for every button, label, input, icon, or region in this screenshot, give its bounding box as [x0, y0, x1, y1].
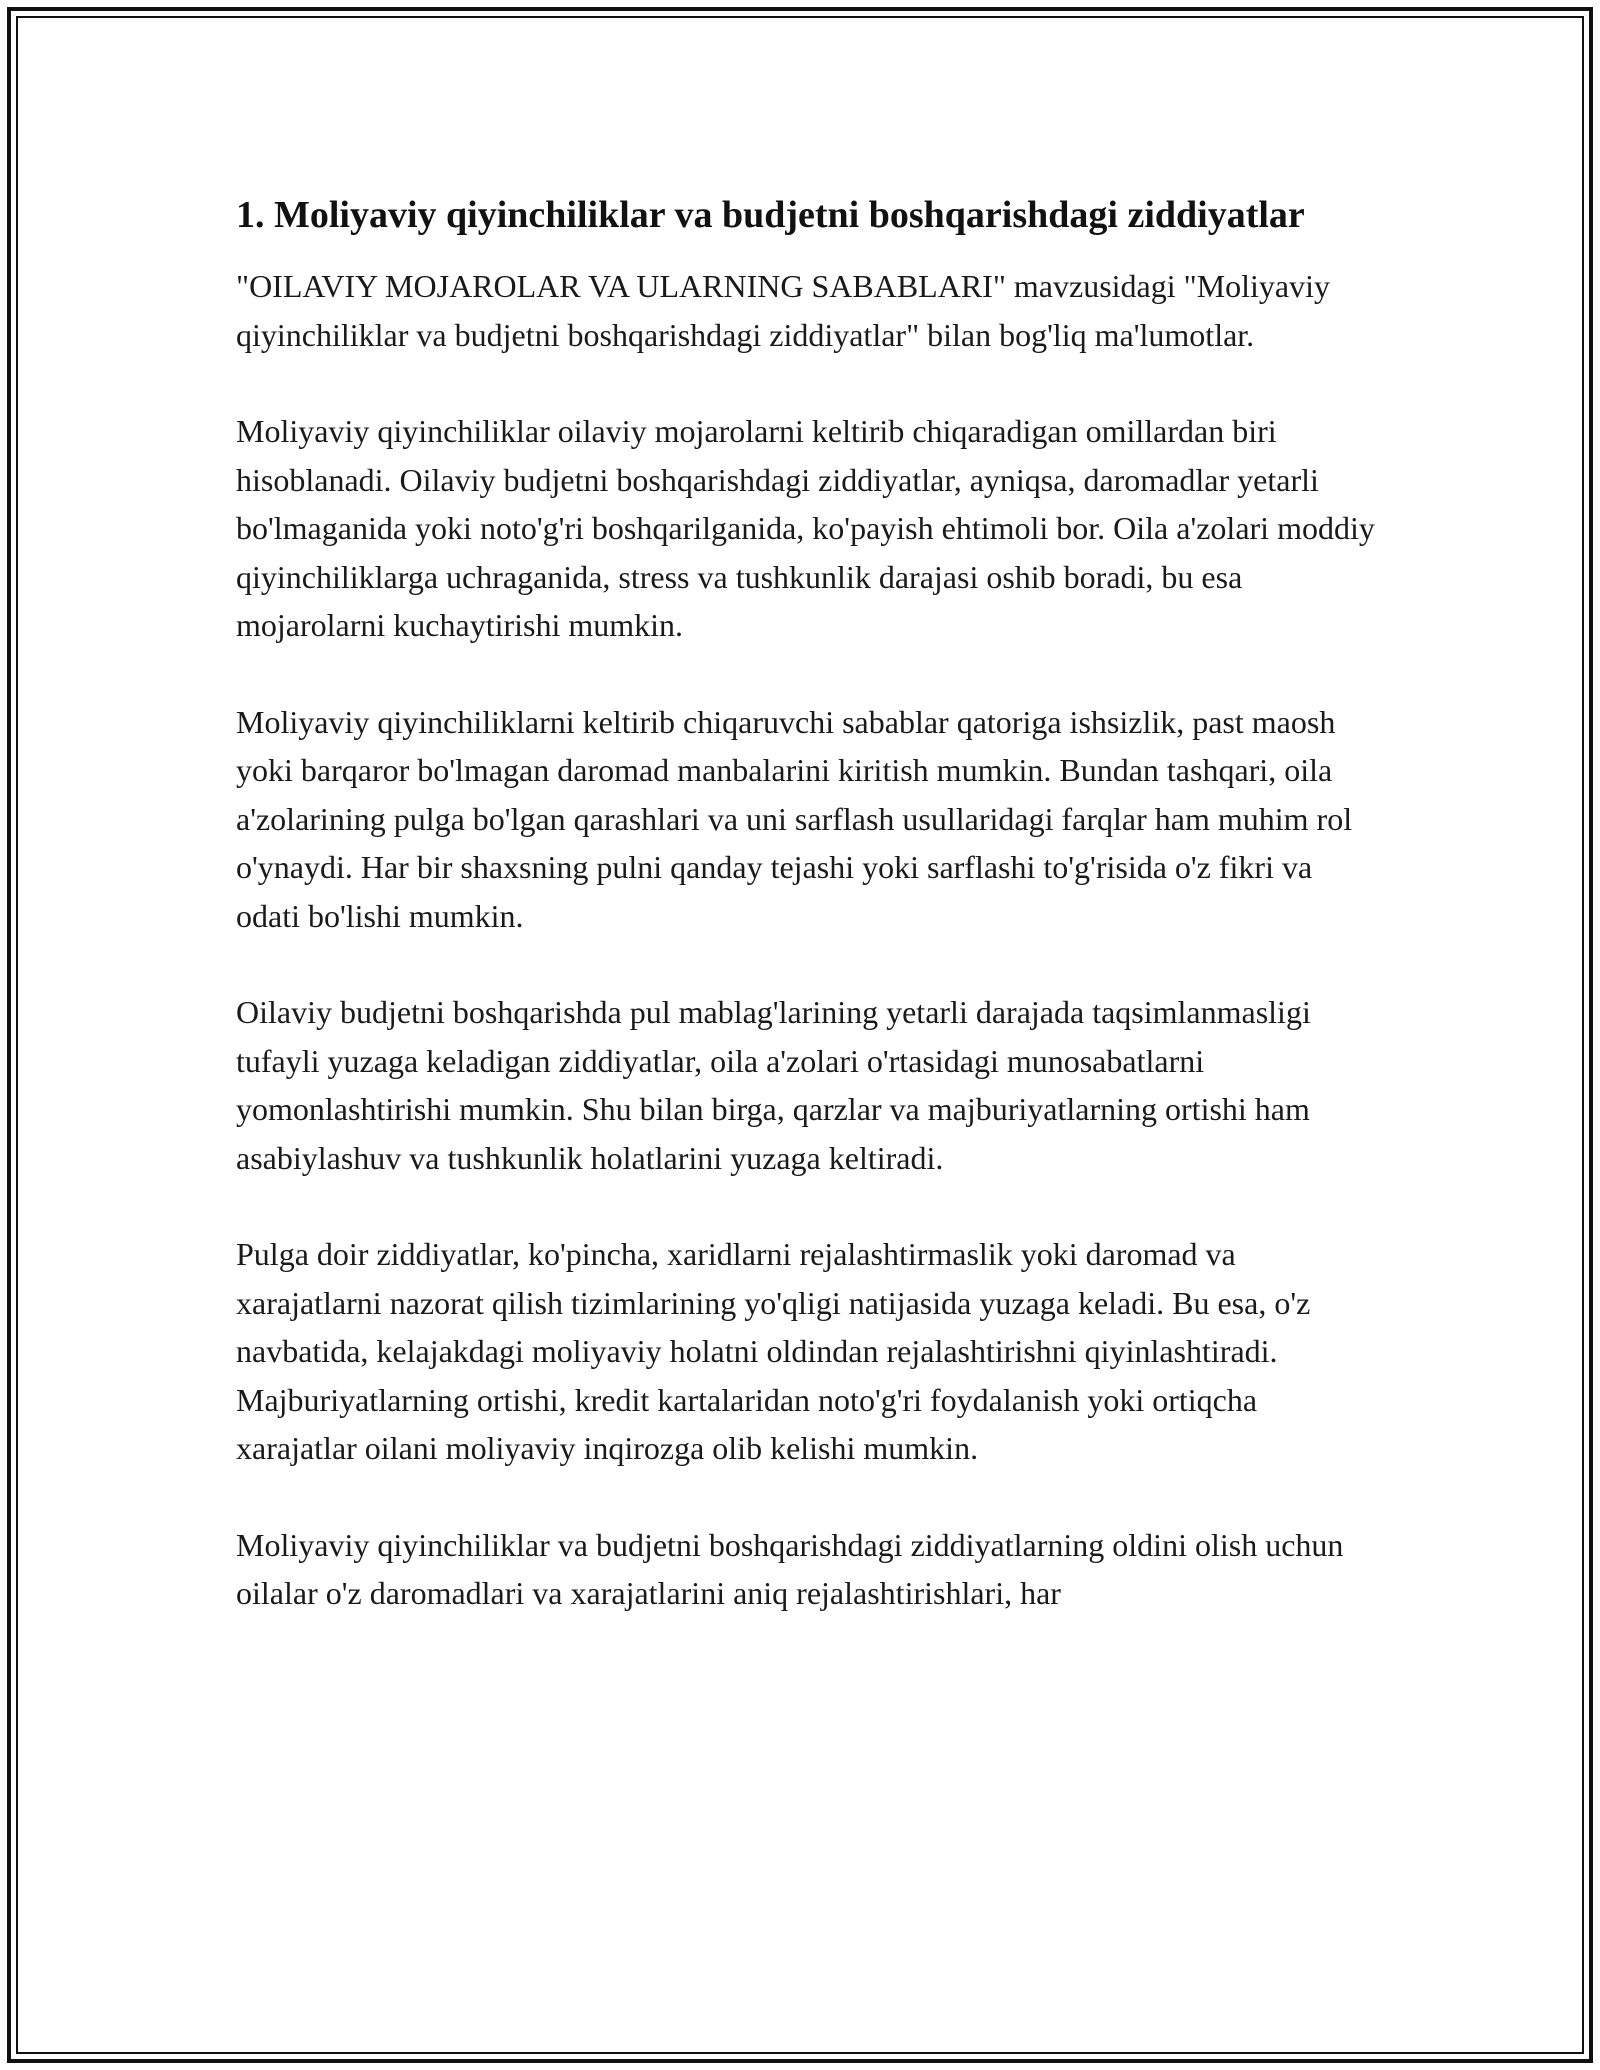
- paragraph-prevention: Moliyaviy qiyinchiliklar va budjetni boshqarishdagi ziddiyatlarning oldini olish uchun oilalar o'z daromadlari va xarajatlarini aniq rejalashtirishlari, har: [236, 1526, 1344, 1611]
- paragraph-causes: Moliyaviy qiyinchiliklarni keltirib chiqaruvchi sabablar qatoriga ishsizlik, past maosh yoki barqaror bo'lmagan daromad manbalarini kiritish mumkin. Bundan tashqari, oila a'zolarining pulga bo'lgan qarashlari va uni sarflash usullaridagi farqlar ham muhim rol o'ynaydi. Har bir shaxsning pulni qanday tejashi yoki sarflashi to'g'risida o'z fikri va odati bo'lishi mumkin.: [236, 703, 1353, 934]
- paragraph-financial-difficulties: Moliyaviy qiyinchiliklar oilaviy mojarolarni keltirib chiqaradigan omillardan biri hisoblanadi. Oilaviy budjetni boshqarishdagi ziddiyatlar, ayniqsa, daromadlar yetarli bo'lmaganida yoki noto'g'ri boshqarilganida, ko'payish ehtimoli bor. Oila a'zolari moddiy qiyinchiliklarga uchraganida, stress va tushkunlik darajasi oshib boradi, bu esa mojarolarni kuchaytirishi mumkin.: [236, 413, 1375, 643]
- section-heading: 1. Moliyaviy qiyinchiliklar va budjetni boshqarishdagi ziddiyatlar: [236, 194, 1305, 236]
- paragraph-budget-distribution: Oilaviy budjetni boshqarishda pul mablag'larining yetarli darajada taqsimlanmasligi tufayli yuzaga keladigan ziddiyatlar, oila a'zolari o'rtasidagi munosabatlarni yomonlashtirishi mumkin. Shu bilan birga, qarzlar va majburiyatlarning ortishi ham asabiylashuv va tushkunlik holatlarini yuzaga keltiradi.: [236, 994, 1311, 1176]
- paragraph-money-conflicts: Pulga doir ziddiyatlar, ko'pincha, xaridlarni rejalashtirmaslik yoki daromad va xarajatlarni nazorat qilish tizimlarining yo'qligi natijasida yuzaga keladi. Bu esa, o'z navbatida, kelajakdagi moliyaviy holatni oldindan rejalashtirishni qiyinlashtiradi. Majburiyatlarning ortishi, kredit kartalaridan noto'g'ri foydalanish yoki ortiqcha xarajatlar oilani moliyaviy inqirozga olib kelishi mumkin.: [236, 1236, 1311, 1466]
- document-body: [236, 186, 1376, 1666]
- paragraph-intro: "OILAVIY MOJAROLAR VA ULARNING SABABLARI" mavzusidagi "Moliyaviy qiyinchiliklar va budjetni boshqarishdagi ziddiyatlar" bilan bog'liq ma'lumotlar.: [236, 268, 1331, 353]
